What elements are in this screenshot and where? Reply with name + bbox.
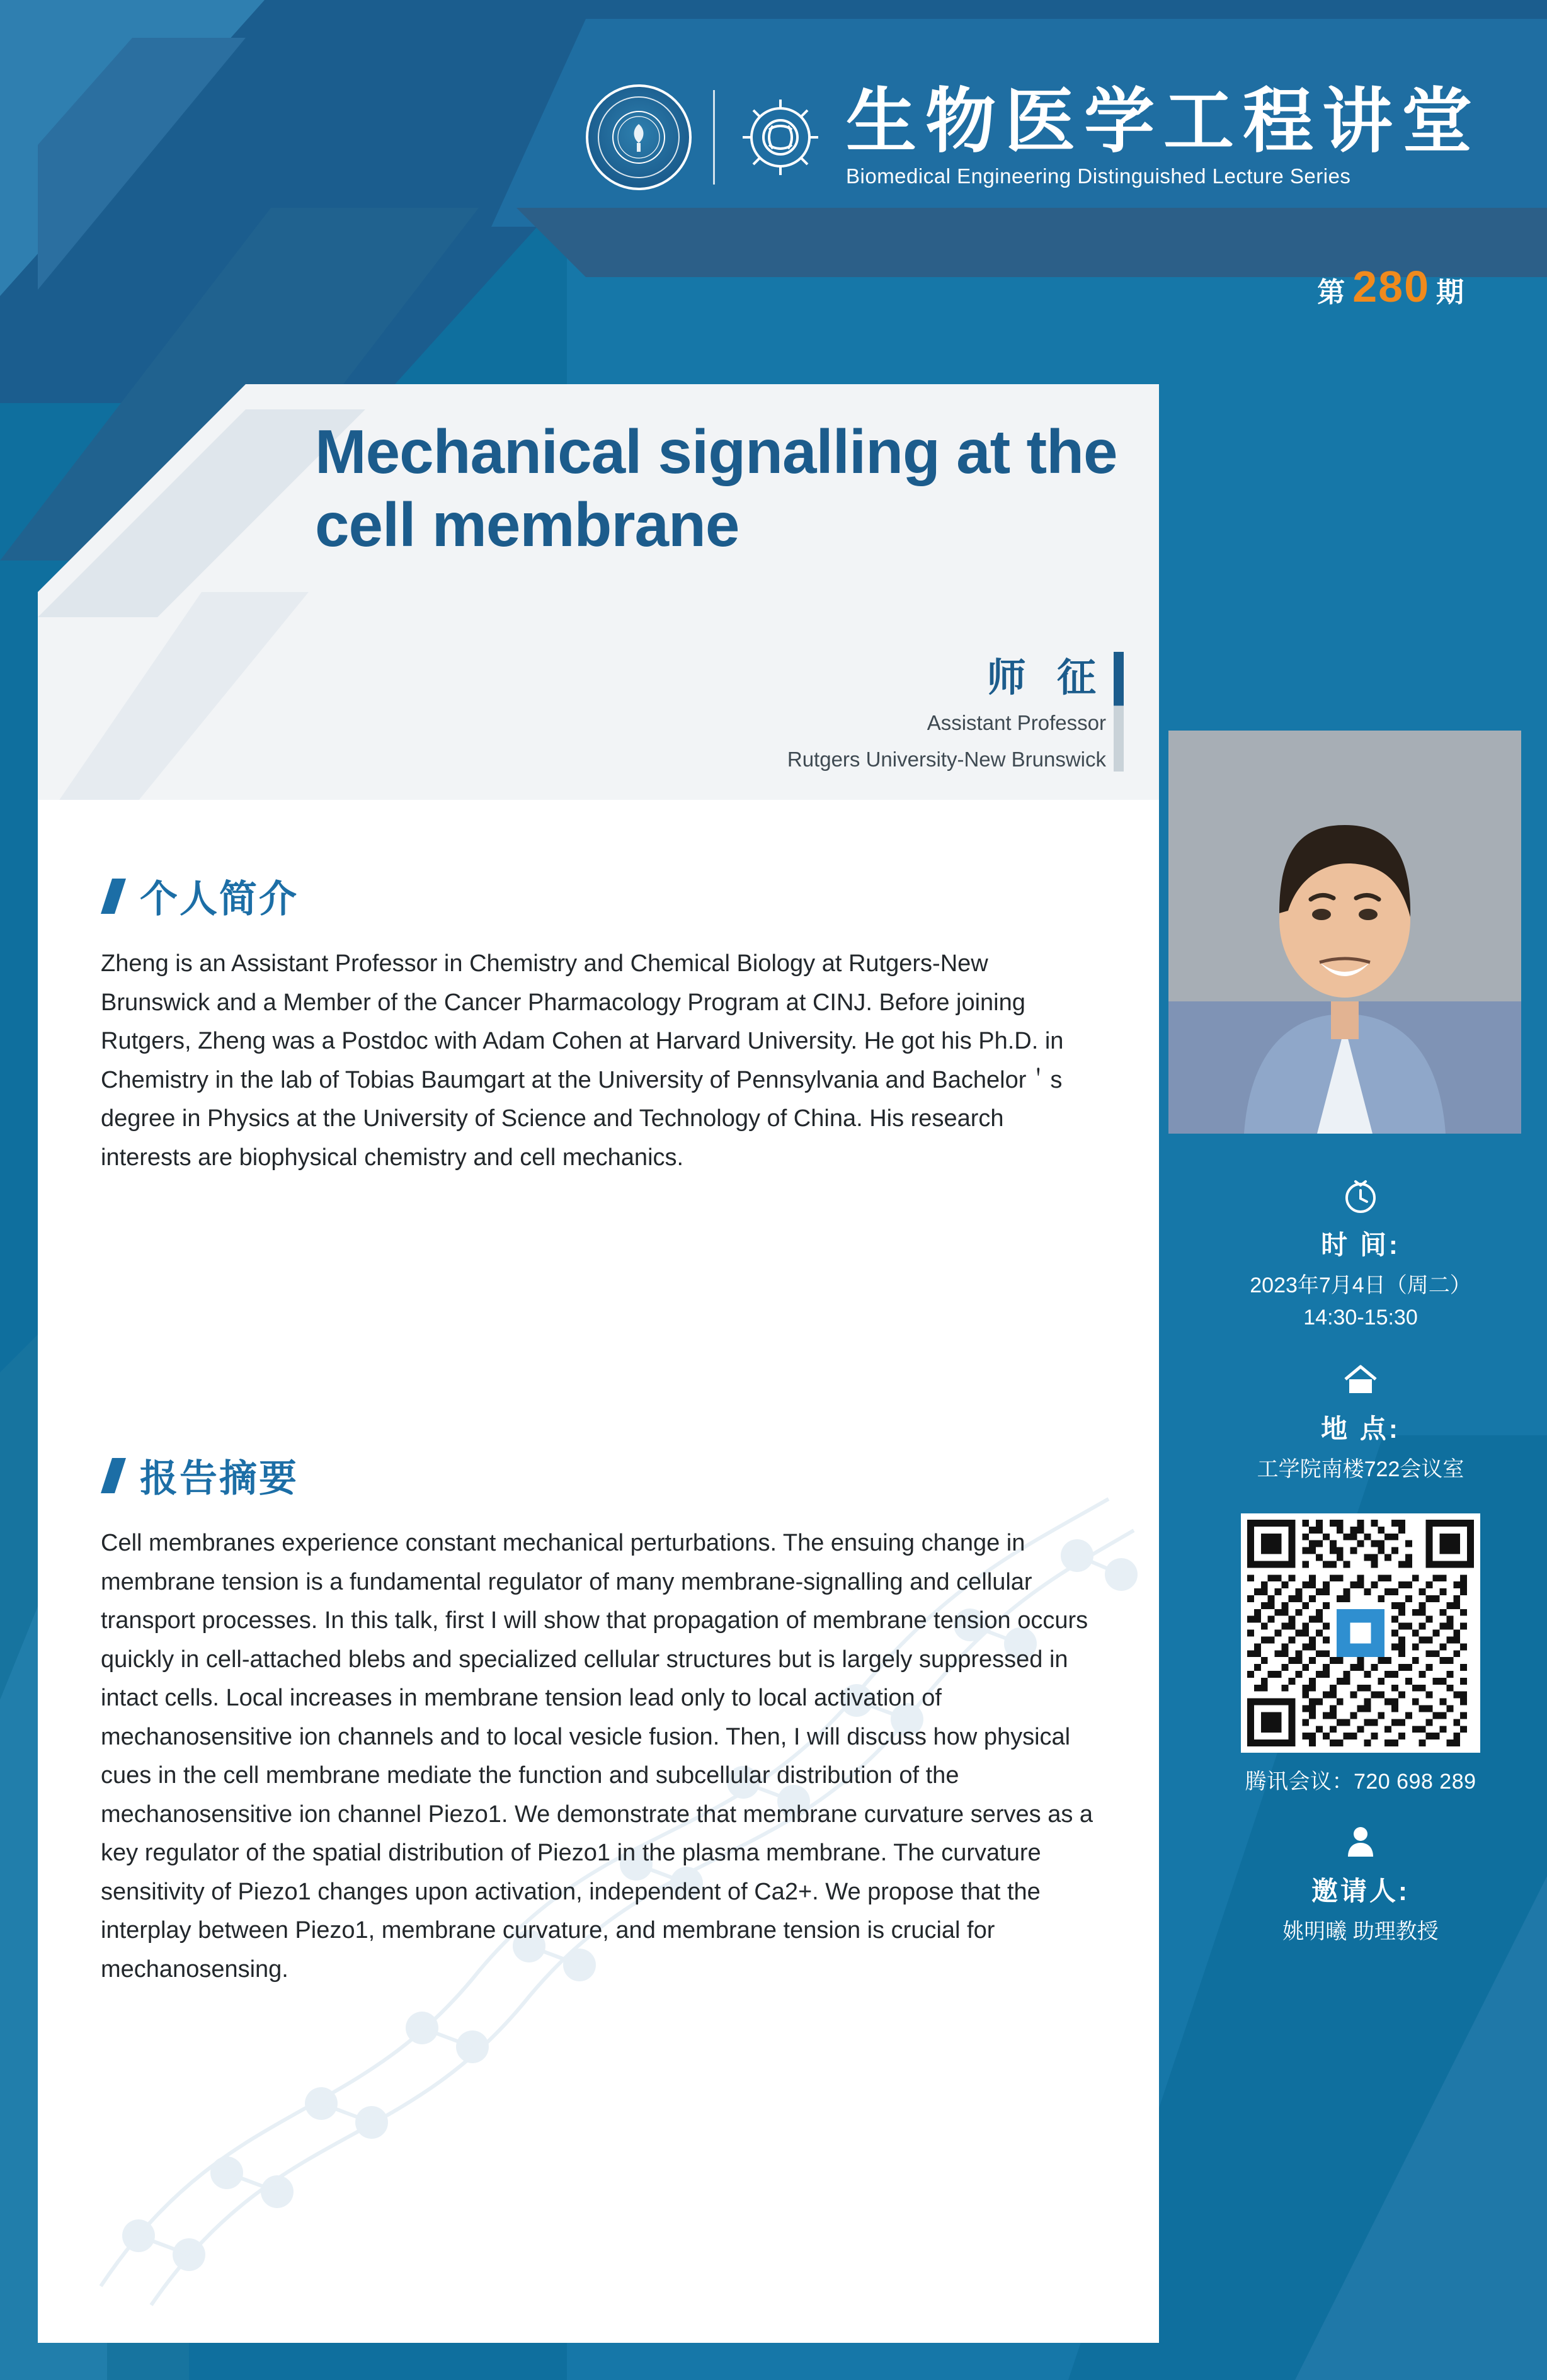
lecture-title: Mechanical signalling at the cell membrane xyxy=(315,417,1117,559)
section-bio-title: 个人简介 xyxy=(140,878,299,920)
person-icon xyxy=(1342,1824,1379,1862)
section-abstract-title: 报告摘要 xyxy=(140,1457,299,1500)
clock-icon xyxy=(1342,1178,1379,1216)
issue-number-block xyxy=(1317,261,1465,312)
section-bio xyxy=(101,869,1146,1177)
home-icon xyxy=(1342,1362,1379,1399)
speaker-affiliation: Rutgers University-New Brunswick xyxy=(787,748,1106,772)
bme-gear-icon xyxy=(736,93,825,181)
header-divider xyxy=(713,90,715,185)
section-flag-icon xyxy=(101,1458,126,1493)
info-host xyxy=(1197,1824,1524,1948)
meeting-id: 腾讯会议：720 698 289 xyxy=(1245,1770,1476,1794)
series-title-block xyxy=(846,82,1481,188)
speaker-block xyxy=(640,655,1106,775)
seal-inner-mark xyxy=(598,96,680,178)
host-value: 姚明曦 助理教授 xyxy=(1282,1920,1439,1944)
speaker-photo xyxy=(1168,731,1521,1134)
issue-number: 280 xyxy=(1352,262,1430,311)
series-title-en: Biomedical Engineering Distinguished Lecture Series xyxy=(846,164,1351,188)
university-seal-icon xyxy=(586,84,692,190)
section-flag-icon xyxy=(101,879,126,914)
speaker-title: Assistant Professor xyxy=(927,711,1106,735)
section-abstract xyxy=(101,1449,1146,1990)
info-time xyxy=(1197,1178,1524,1334)
place-value: 工学院南楼722会议室 xyxy=(1257,1457,1464,1481)
section-abstract-body: Cell membranes experience constant mechanical perturbations. The ensuing change in membrane tension is a fundamental regulator of many membrane-signalling and cellular transport processes. In this talk, first I will show that propagation of membrane tension occurs quickly in cell-attached blebs and specialized cellular structures but is largely suppressed in intact cells. Local increases in membrane tension lead only to local activation of mechanosensitive ion channels and to local vesicle fusion. Then, I will discuss how physical cues in the cell membrane mediate the function and subcellular distribution of the mechanosensitive ion channel Piezo1. We demonstrate that membrane curvature serves as a key regulator of the spatial distribution of Piezo1 in the plasma membrane. The curvature sensitivity of Piezo1 changes upon activation, independent of Ca2+. We propose that the interplay between Piezo1, membrane curvature, and membrane tension is crucial for mechanosensing. xyxy=(101,1530,1093,1983)
host-label: 邀请人: xyxy=(1311,1876,1410,1906)
section-abstract-header xyxy=(101,1449,1146,1503)
series-header xyxy=(586,74,1487,200)
speaker-name: 师 征 xyxy=(986,656,1106,700)
section-bio-body: Zheng is an Assistant Professor in Chemistry and Chemical Biology at Rutgers-New Brunswick and a Member of the Cancer Pharmacology Program at CINJ. Before joining Rutgers, Zheng was a Postdoc with Adam Cohen at Harvard University. He got his Ph.D. in Chemistry in the lab of Tobias Baumgart at the University of Pennsylvania and Bachelor＇s degree in Physics at the University of Science and Technology of China. His research interests are biophysical chemistry and cell mechanics. xyxy=(101,950,1064,1171)
meeting-qr-code[interactable] xyxy=(1241,1513,1480,1753)
info-column xyxy=(1197,1178,1524,1976)
time-label: 时 间: xyxy=(1321,1230,1400,1260)
issue-prefix: 第 xyxy=(1317,277,1347,308)
time-hours: 14:30-15:30 xyxy=(1303,1306,1418,1329)
section-bio-header xyxy=(101,869,1146,923)
issue-suffix: 期 xyxy=(1436,277,1465,308)
series-title-zh: 生物医学工程讲堂 xyxy=(846,82,1481,161)
speaker-accent-bar xyxy=(1114,652,1124,772)
info-place xyxy=(1197,1362,1524,1486)
place-label: 地 点: xyxy=(1321,1414,1400,1443)
time-date: 2023年7月4日（周二） xyxy=(1250,1273,1471,1297)
